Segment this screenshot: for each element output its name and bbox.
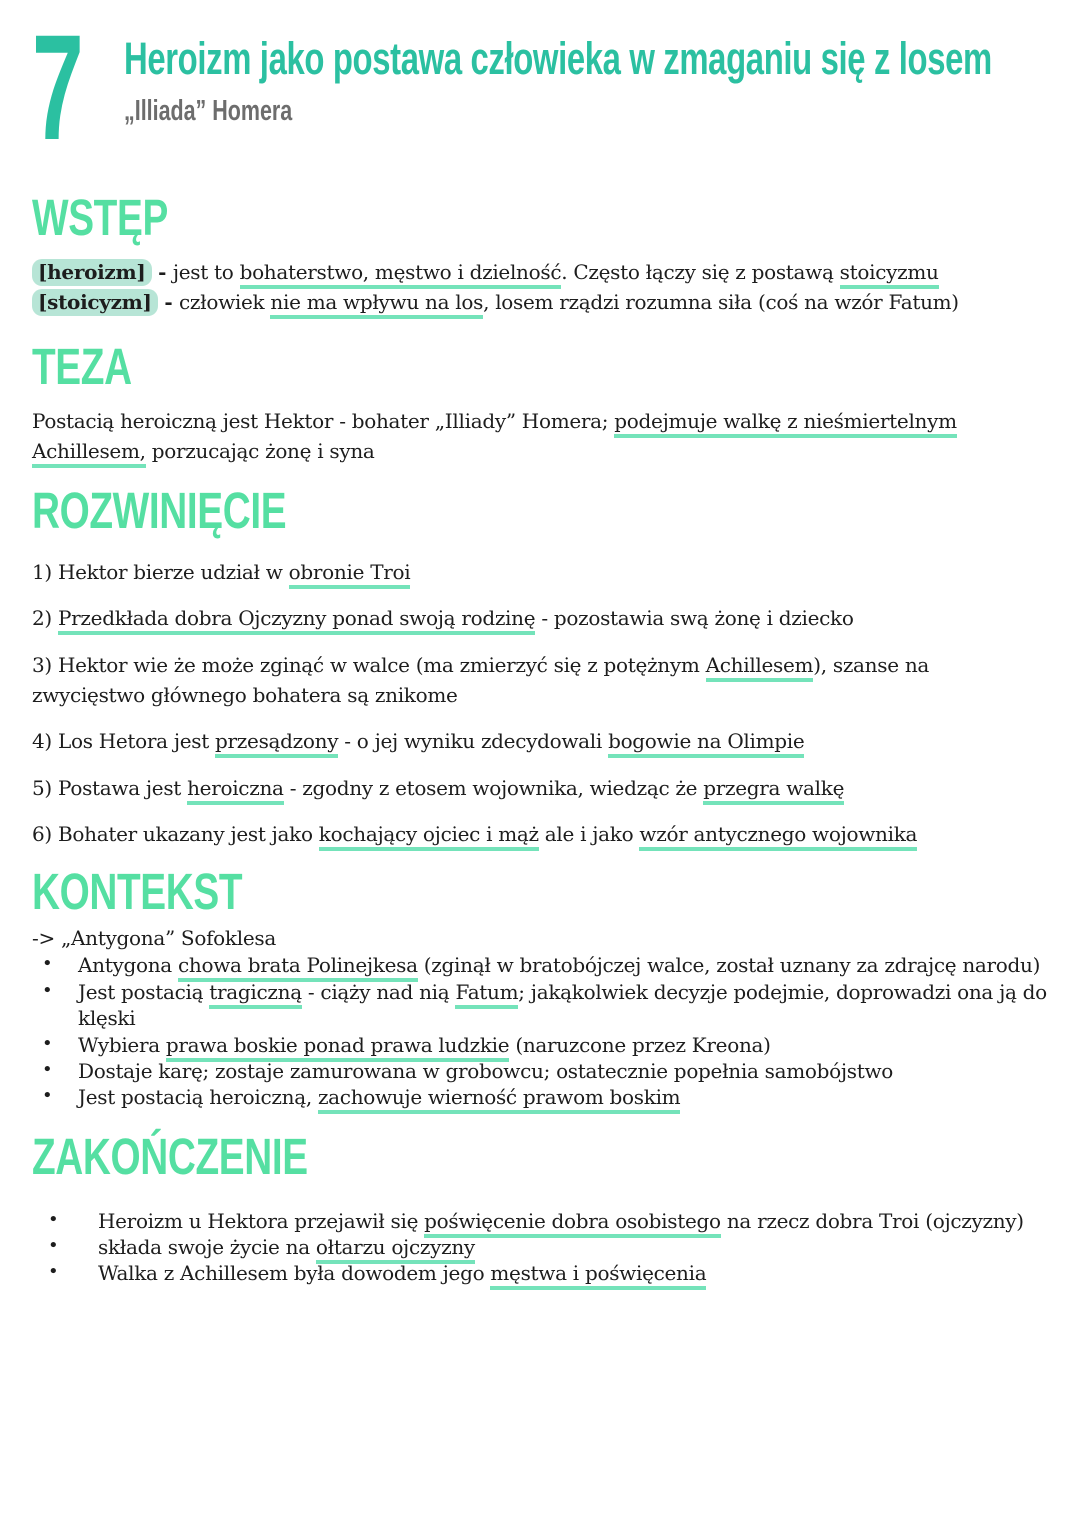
numbered-item: [32, 604, 1044, 634]
underlined-text: kochający ojciec i mąż: [319, 822, 539, 851]
text-segment: Postacią heroiczną jest Hektor - bohater „Illiady” Homera;: [32, 409, 615, 433]
text-segment: Antygona: [78, 953, 178, 978]
underlined-text: ołtarzu ojczyzny: [316, 1235, 475, 1264]
bullet-text: [78, 979, 1054, 1032]
bullet-text: [78, 1058, 1054, 1084]
text-segment: ; jakąkolwiek decyzje podejmie, doprowadzi ona ją do klęski: [78, 979, 1047, 1031]
text-segment: , losem rządzi rozumna siła (coś na wzór Fatum): [483, 290, 959, 314]
bullet-item: [32, 952, 1054, 978]
text-segment: Walka z Achillesem była dowodem jego: [98, 1261, 491, 1286]
kontekst-intro-line: [32, 925, 1054, 951]
underlined-text: wzór antycznego wojownika: [639, 822, 917, 851]
section-heading-kontekst: KONTEKST: [32, 862, 243, 920]
bullet-marker: •: [48, 1235, 59, 1257]
bullet-item: [32, 979, 1054, 1032]
text-segment: (zginął w bratobójczej walce, został uznany za zdrajcę narodu): [417, 953, 1041, 978]
text-segment: - zgodny z etosem wojownika, wiedząc że: [283, 775, 704, 800]
section-wstep: [32, 189, 1054, 317]
numbered-item: [32, 558, 1044, 588]
text-segment: Wybiera: [78, 1032, 166, 1057]
text-segment: -> „Antygona” Sofoklesa: [32, 925, 276, 950]
bullet-item: [32, 1260, 1054, 1286]
teza-paragraph: [32, 406, 1044, 467]
section-zakonczenie: [32, 1127, 1054, 1287]
bullet-text: [78, 1084, 1054, 1110]
section-rozwiniecie: [32, 481, 1054, 850]
underlined-text: przesądzony: [215, 729, 338, 758]
underlined-text: Fatum: [455, 980, 518, 1009]
underlined-text: Przedkłada dobra Ojczyzny ponad swoją rodzinę: [58, 606, 535, 635]
text-segment: - ciąży nad nią: [301, 979, 456, 1004]
text-segment: na rzecz dobra Troi (ojczyzny): [720, 1208, 1024, 1233]
bullet-marker: •: [48, 1261, 59, 1283]
underlined-text: heroiczna: [187, 776, 284, 805]
text-segment: Jest postacią: [78, 979, 210, 1004]
text-segment: - o jej wyniku zdecydowali: [338, 729, 609, 754]
definition-line: [32, 287, 1054, 317]
bullet-text: [78, 1032, 1054, 1058]
text-segment: -: [157, 290, 180, 314]
text-segment: Jest postacią heroiczną,: [78, 1085, 318, 1110]
kontekst-bullet-list: [32, 952, 1054, 1110]
highlighted-term: [stoicyzm]: [32, 289, 158, 316]
section-kontekst: [32, 862, 1054, 1111]
underlined-text: bohaterstwo, męstwo i dzielność: [240, 260, 562, 289]
underlined-text: obronie Troi: [289, 560, 411, 589]
underlined-text: bogowie na Olimpie: [608, 729, 804, 758]
text-segment: 5) Postawa jest: [32, 775, 188, 800]
section-teza: [32, 338, 1054, 467]
text-segment: jest to: [172, 260, 240, 284]
text-segment: 2): [32, 606, 58, 631]
numbered-item: [32, 727, 1044, 757]
bullet-text: [98, 1234, 1054, 1260]
page-title: Heroizm jako postawa człowieka w zmaganiu się z losem: [124, 33, 992, 84]
text-segment: 3) Hektor wie że może zginąć w walce (ma zmierzyć się z potężnym: [32, 652, 706, 677]
bullet-item: [32, 1032, 1054, 1058]
text-segment: składa swoje życie na: [98, 1235, 316, 1260]
bullet-marker: •: [48, 1208, 59, 1230]
underlined-text: nie ma wpływu na los: [270, 290, 483, 319]
section-heading-zakonczenie: ZAKOŃCZENIE: [32, 1127, 308, 1185]
text-segment: porzucając żonę i syna: [145, 439, 375, 464]
text-segment: 4) Los Hetora jest: [32, 729, 216, 754]
underlined-text: podejmuje walkę z nieśmiertelnym Achillesem,: [32, 409, 957, 468]
document-header: [32, 3, 1054, 171]
text-segment: . Często łączy się z postawą: [561, 260, 840, 284]
bullet-item: [32, 1084, 1054, 1110]
subtitle-row: [124, 97, 1054, 126]
text-segment: Dostaje karę; zostaje zamurowana w grobowcu; ostatecznie popełnia samobójstwo: [78, 1058, 894, 1083]
text-segment: 6) Bohater ukazany jest jako: [32, 822, 319, 847]
bullet-item: [32, 1208, 1054, 1234]
page-subtitle: „Illiada” Homera: [124, 95, 293, 127]
underlined-text: poświęcenie dobra osobistego: [424, 1209, 721, 1238]
definition-line: [32, 257, 1054, 287]
bullet-marker: •: [42, 1058, 53, 1080]
underlined-text: stoicyzmu: [840, 260, 939, 289]
chapter-number: 7: [32, 3, 84, 171]
text-segment: - pozostawia swą żonę i dziecko: [535, 606, 854, 631]
bullet-marker: •: [42, 979, 53, 1001]
highlighted-term: [heroizm]: [32, 259, 152, 286]
underlined-text: tragiczną: [209, 980, 302, 1009]
underlined-text: chowa brata Polinejkesa: [178, 953, 418, 982]
definition-list: [32, 257, 1054, 317]
bullet-item: [32, 1234, 1054, 1260]
bullet-item: [32, 1058, 1054, 1084]
text-segment: człowiek: [179, 290, 271, 314]
section-heading-wstep: WSTĘP: [32, 189, 168, 246]
bullet-marker: •: [42, 1032, 53, 1054]
bullet-text: [98, 1208, 1054, 1234]
text-segment: Heroizm u Hektora przejawił się: [98, 1208, 425, 1233]
numbered-item: [32, 820, 1044, 850]
section-heading-teza: TEZA: [32, 338, 132, 395]
bullet-marker: •: [42, 953, 53, 975]
text-segment: (naruzcone przez Kreona): [509, 1032, 771, 1057]
text-segment: ), szanse na zwycięstwo głównego bohatera są znikome: [32, 652, 930, 707]
underlined-text: prawa boskie ponad prawa ludzkie: [166, 1033, 509, 1062]
section-heading-rozwiniecie: ROZWINIĘCIE: [32, 481, 287, 539]
header-text-block: [124, 30, 1054, 126]
numbered-item: [32, 774, 1044, 804]
bullet-text: [98, 1260, 1054, 1286]
underlined-text: męstwa i poświęcenia: [490, 1261, 706, 1290]
zakonczenie-bullet-list: [32, 1208, 1054, 1287]
text-segment: -: [151, 260, 173, 284]
bullet-text: [78, 952, 1054, 978]
numbered-item: [32, 651, 1044, 710]
text-segment: 1) Hektor bierze udział w: [32, 559, 289, 584]
text-segment: ale i jako: [538, 822, 640, 847]
underlined-text: zachowuje wierność prawom boskim: [318, 1085, 680, 1114]
underlined-text: Achillesem: [706, 653, 814, 682]
bullet-marker: •: [42, 1085, 53, 1107]
numbered-list: [32, 558, 1054, 850]
underlined-text: przegra walkę: [703, 776, 844, 805]
